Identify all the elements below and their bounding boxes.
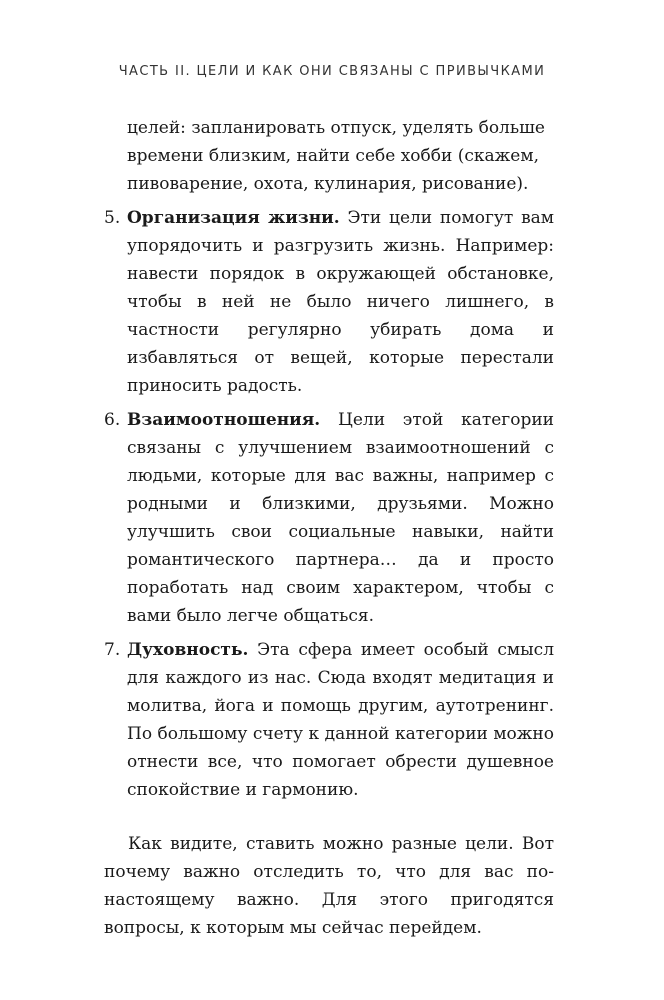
- page-body: [104, 114, 554, 959]
- list-item-number: 7.: [104, 640, 121, 660]
- list-item-6: [104, 406, 554, 630]
- list-item-5: [104, 204, 554, 400]
- summary-paragraph: Как видите, ставить можно разные цели. Вот почему важно отследить то, что для вас по-настоящему важно. Для этого пригодятся вопросы, к которым мы сейчас перейдем.: [104, 834, 554, 938]
- list-item-title: Взаимоотношения.: [127, 410, 321, 430]
- list-item-body: [127, 204, 554, 400]
- list-item-text: Эта сфера имеет особый смысл для каждого из нас. Сюда входят медитация и молитва, йога и помощь другим, аутотренинг. По большому счету к данной категории можно отнести все, что помогает обрести душевное спокойствие и гармонию.: [127, 640, 554, 800]
- list-item-text: Цели этой категории связаны с улучшением взаимоотношений с людьми, которые для вас важны, например с родными и близкими, друзьями. Можно улучшить свои социальные навыки, найти романтического партнера… да и просто поработать над своим характером, чтобы с вами было легче общаться.: [127, 410, 554, 626]
- list-item-title: Духовность.: [127, 640, 249, 660]
- list-item-body: [127, 406, 554, 630]
- list-item-number: 6.: [104, 410, 121, 430]
- list-item-text: Эти цели помогут вам упорядочить и разгрузить жизнь. Например: навести порядок в окружающей обстановке, чтобы в ней не было ничего лишнего, в частности регулярно убирать дома и избавляться от вещей, которые перестали приносить радость.: [127, 208, 554, 396]
- list-item-number: 5.: [104, 208, 121, 228]
- list-item-title: Организация жизни.: [127, 208, 340, 228]
- list-item-7: [104, 636, 554, 804]
- running-head: ЧАСТЬ II. ЦЕЛИ И КАК ОНИ СВЯЗАНЫ С ПРИВЫЧКАМИ: [118, 64, 546, 79]
- continuation-paragraph: целей: запланировать отпуск, уделять больше времени близким, найти себе хобби (скажем, пивоварение, охота, кулинария, рисование).: [127, 118, 545, 194]
- list-item-body: [127, 636, 554, 804]
